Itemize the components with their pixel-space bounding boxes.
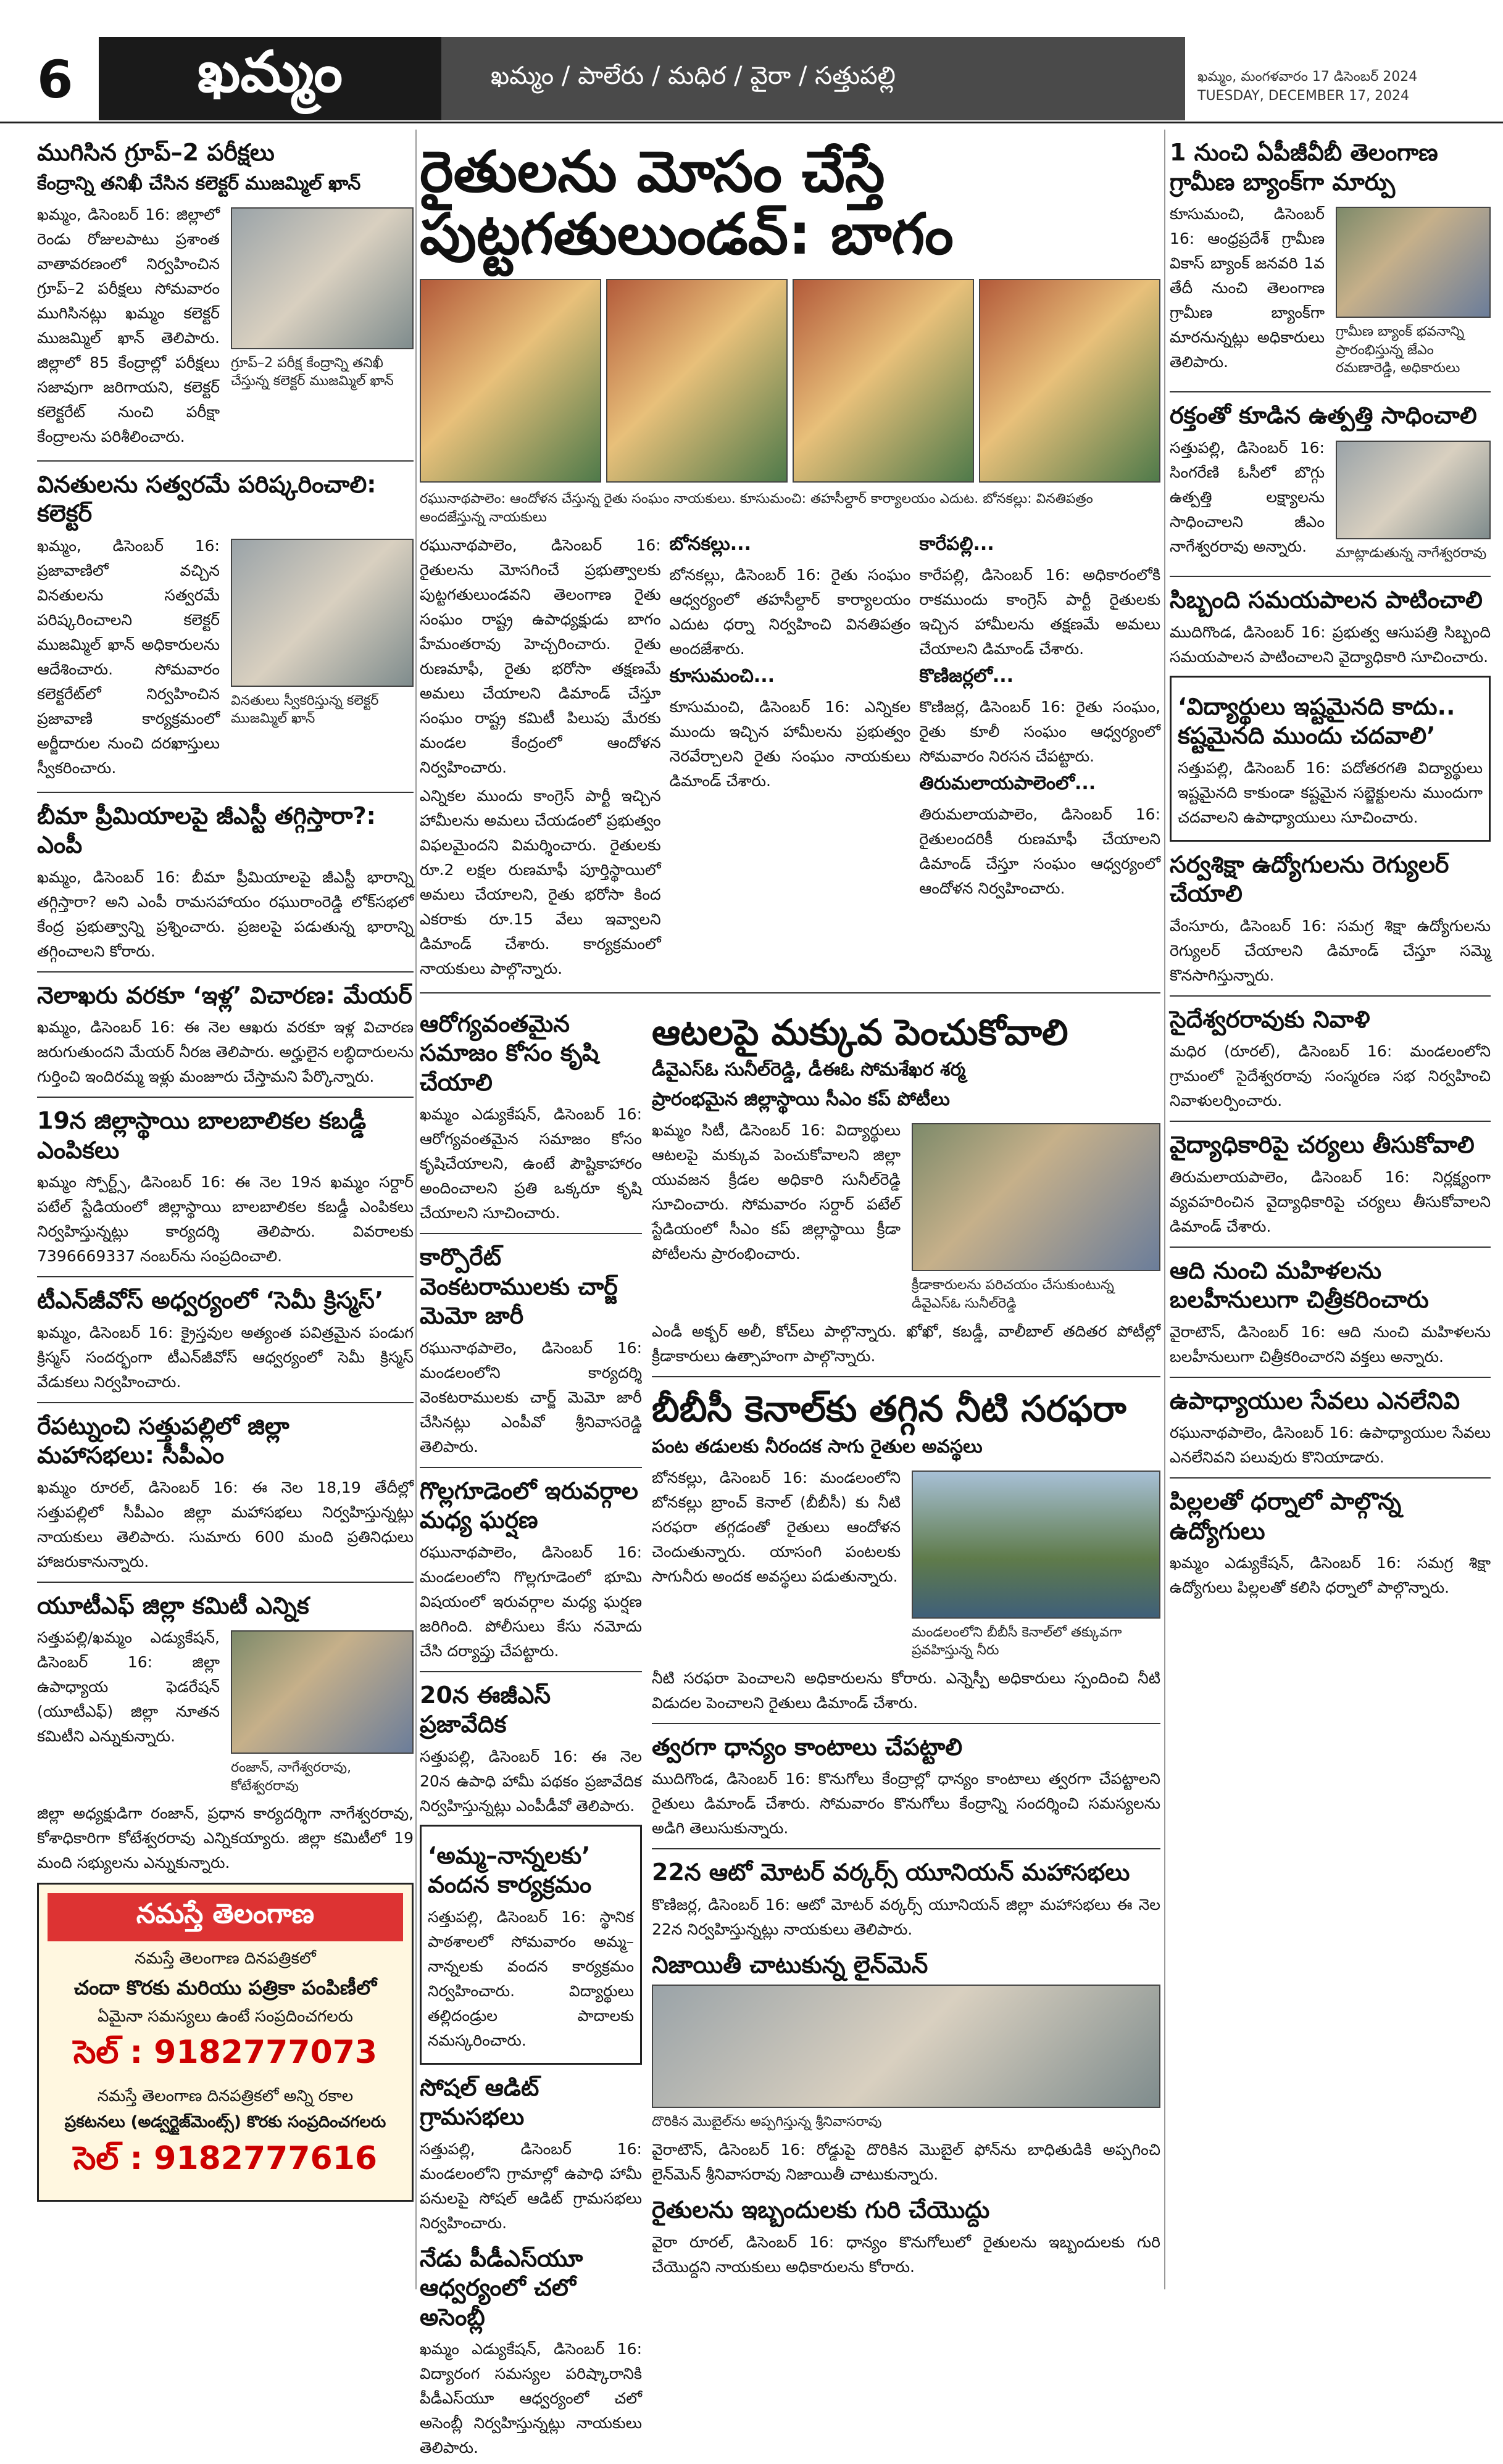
article-body: రఘునాథపాలెం, డిసెంబర్ 16: మండలంలోని గొల్లగూడెంలో భూమి విషయంలో ఇరువర్గాల మధ్య ఘర్షణ జరిగింది. పోలీసులు కేసు నమోదు చేసి దర్యాప్తు చేపట్టారు. bbox=[420, 1543, 642, 1660]
divider bbox=[37, 1276, 414, 1277]
divider bbox=[1170, 995, 1491, 997]
article-subhead: బోనకల్లు... bbox=[669, 533, 751, 555]
article-body: కొణిజర్ల, డిసెంబర్ 16: రైతు సంఘం, రైతు కూలీ సంఘం ఆధ్వర్యంలో సోమవారం నిరసన చేపట్టారు. bbox=[919, 697, 1161, 765]
article-body: ఖమ్మం, డిసెంబర్ 16: జిల్లాలో రెండు రోజులపాటు ప్రశాంత వాతావరణంలో నిర్వహించిన గ్రూప్–2 పరీక్షలు సోమవారం ముగిసినట్లు ఖమ్మం కలెక్టర్ ముజమ్మిల్ ఖాన్ తెలిపారు. జిల్లాలో 85 కేంద్రాల్లో పరీక్షలు సజావుగా జరిగాయని, కలెక్టర్ కలెక్టరేట్ నుంచి పరీక్షా కేంద్రాలను పరిశీలించారు. bbox=[37, 205, 220, 446]
news-photo bbox=[912, 1471, 1160, 1619]
article-headline: గొల్లగూడెంలో ఇరువర్గాల మధ్య ఘర్షణ bbox=[420, 1477, 638, 1534]
article-headline: ఆరోగ్యవంతమైన సమాజం కోసం కృషి చేయాలి bbox=[420, 1010, 599, 1096]
article-headline: పిల్లలతో ధర్నాలో పాల్గొన్న ఉద్యోగులు bbox=[1170, 1488, 1402, 1545]
article-body: కూసుమంచి, డిసెంబర్ 16: ఆంధ్రప్రదేశ్ గ్రామీణ వికాస్ బ్యాంక్ జనవరి 1వ తేదీ నుంచి తెలంగాణ గ్రామీణ బ్యాంక్‌గా మారనున్నట్లు అధికారులు తెలిపారు. bbox=[1170, 205, 1325, 371]
article-headline: బీబీసీ కెనాల్‌కు తగ్గిన నీటి సరఫరా bbox=[652, 1387, 1126, 1430]
masthead bbox=[0, 0, 1503, 123]
divider bbox=[652, 1848, 1160, 1849]
article-layout bbox=[1170, 436, 1491, 569]
article-headline: నేడు పీడీఎస్‌యూ ఆధ్వర్యంలో చలో అసెంబ్లీ bbox=[420, 2244, 583, 2331]
article-headline: ఆటలపై మక్కువ పెంచుకోవాలి bbox=[652, 1011, 1068, 1053]
subscription-advertisement bbox=[37, 1883, 414, 2201]
article-headline: ఉపాధ్యాయుల సేవలు ఎనలేనివి bbox=[1170, 1387, 1460, 1414]
news-photo bbox=[979, 279, 1160, 483]
article-body: ఎండీ అక్బర్ అలీ, కోచ్‌లు పాల్గొన్నారు. ఖోఖో, కబడ్డీ, వాలీబాల్ తదితర పోటీల్లో క్రీడాకారులు ఉత్సాహంగా పాల్గొన్నారు. bbox=[652, 1322, 1160, 1365]
article-headline: సైదేశ్వరరావుకు నివాళి bbox=[1170, 1005, 1370, 1033]
boxed-article bbox=[1170, 676, 1491, 842]
ad-line: నమస్తే తెలంగాణ దినపత్రికలో bbox=[135, 1949, 316, 1968]
date-telugu: ఖమ్మం, మంగళవారం 17 డిసెంబర్ 2024 bbox=[1197, 69, 1418, 85]
article-subhead: కొణిజర్లలో... bbox=[919, 665, 1014, 687]
divider bbox=[1170, 391, 1491, 392]
divider bbox=[37, 1097, 414, 1098]
divider bbox=[1170, 1121, 1491, 1122]
ad-line: నమస్తే తెలంగాణ దినపత్రికలో అన్ని రకాల bbox=[97, 2086, 354, 2105]
article-body: వేంసూరు, డిసెంబర్ 16: సమగ్ర శిక్షా ఉద్యోగులను రెగ్యులర్ చేయాలని డిమాండ్ చేస్తూ సమ్మె కొనసాగిస్తున్నారు. bbox=[1170, 916, 1491, 984]
article-body: ఖమ్మం, డిసెంబర్ 16: క్రైస్తవుల అత్యంత పవిత్రమైన పండుగ క్రిస్మస్ సందర్భంగా టీఎన్‌జీవోస్ ఆధ్వర్యంలో సెమీ క్రిస్మస్ వేడుకలు నిర్వహించారు. bbox=[37, 1323, 414, 1391]
photo-caption: గ్రూప్–2 పరీక్ష కేంద్రాన్ని తనిఖీ చేస్తున్న కలెక్టర్ ముజమ్మిల్ ఖాన్ bbox=[231, 355, 394, 389]
section-ribbon: ఖమ్మం / పాలేరు / మధిర / వైరా / సత్తుపల్లి bbox=[441, 37, 1185, 120]
article-headline: 1 నుంచి ఏపీజీవీబీ తెలంగాణ గ్రామీణ బ్యాంక్‌గా మార్పు bbox=[1170, 139, 1438, 196]
article-body: ఖమ్మం ఎడ్యుకేషన్, డిసెంబర్ 16: సమగ్ర శిక్షా ఉద్యోగులు పిల్లలతో కలిసి ధర్నాలో పాల్గొన్నారు. bbox=[1170, 1554, 1491, 1597]
article-headline: బీమా ప్రీమియాలపై జీఎస్టీ తగ్గిస్తారా?: ఎంపీ bbox=[37, 802, 376, 858]
article-layout bbox=[652, 1118, 1160, 1319]
photo-caption: వినతులు స్వీకరిస్తున్న కలెక్టర్ ముజమ్మిల్ ఖాన్ bbox=[231, 692, 379, 727]
ad-phone: సెల్ : 9182777073 bbox=[73, 2033, 378, 2071]
article-layout bbox=[37, 1625, 414, 1801]
article-headline: యూటీఎఫ్ జిల్లా కమిటీ ఎన్నిక bbox=[37, 1591, 309, 1619]
news-photo bbox=[793, 279, 974, 483]
photo-caption: రంజాన్, నాగేశ్వరరావు, కోటేశ్వరరావు bbox=[231, 1760, 352, 1794]
ad-line: ప్రకటనలు (అడ్వర్టైజ్‌మెంట్స్) కొరకు సంప్రదించగలరు bbox=[64, 2113, 386, 2132]
news-photo bbox=[652, 1985, 1160, 2108]
article-headline: సిబ్బంది సమయపాలన పాటించాలి bbox=[1170, 586, 1483, 614]
divider bbox=[652, 1376, 1160, 1377]
article-subhead: తిరుమలాయపాలెంలో... bbox=[919, 772, 1096, 794]
article-body: ముదిగొండ, డిసెంబర్ 16: ప్రభుత్వ ఆసుపత్రి సిబ్బంది సమయపాలన పాటించాలని వైద్యాధికారి సూచించారు. bbox=[1170, 623, 1491, 666]
news-photo bbox=[606, 279, 788, 483]
article-headline: ‘విద్యార్థులు ఇష్టమైనది కాదు.. కష్టమైనది ముందు చదవాలి’ bbox=[1178, 692, 1455, 750]
article-body: వైరాటౌన్, డిసెంబర్ 16: రోడ్డుపై దొరికిన మొబైల్ ఫోన్‌ను బాధితుడికి అప్పగించి లైన్‌మెన్ శ్రీనివాసరావు నిజాయితీ చాటుకున్నారు. bbox=[652, 2141, 1160, 2184]
article-headline: టీఎన్‌జీవోస్ అధ్వర్యంలో ‘సెమీ క్రిస్మస్’ bbox=[37, 1287, 384, 1314]
right-subcolumn bbox=[652, 1001, 1160, 2464]
news-photo bbox=[231, 539, 414, 687]
news-photo bbox=[1336, 441, 1491, 539]
lead-body bbox=[420, 533, 1160, 985]
news-photo bbox=[420, 279, 601, 483]
article-body: సత్తుపల్లి, డిసెంబర్ 16: మండలంలోని గ్రామాల్లో ఉపాధి హామీ పనులపై సోషల్ ఆడిట్ గ్రామసభలు నిర్వహించారు. bbox=[420, 2139, 642, 2232]
article-body: కూసుమంచి, డిసెంబర్ 16: ఎన్నికల ముందు ఇచ్చిన హామీలను ప్రభుత్వం నెరవేర్చాలని రైతు సంఘం నాయకులు డిమాండ్ చేశారు. bbox=[669, 697, 911, 790]
divider bbox=[1170, 1477, 1491, 1479]
article-headline: 22న ఆటో మోటర్ వర్కర్స్ యూనియన్ మహాసభలు bbox=[652, 1859, 1130, 1886]
photo-caption: క్రీడాకారులను పరిచయం చేసుకుంటున్న డీవైఎస్‌ఓ సునీల్‌రెడ్డి bbox=[912, 1277, 1114, 1312]
photo-caption: దొరికిన మొబైల్‌ను అప్పగిస్తున్న శ్రీనివాసరావు bbox=[652, 2114, 882, 2130]
article-headline: ముగిసిన గ్రూప్–2 పరీక్షలు bbox=[37, 139, 275, 166]
article-headline: 20న ఈజీఎస్ ప్రజావేదిక bbox=[420, 1681, 551, 1738]
article-body: నీటి సరఫరా పెంచాలని అధికారులను కోరారు. ఎన్నెస్పీ అధికారులు స్పందించి నీటి విడుదల పెంచాలని రైతులు డిమాండ్ చేశారు. bbox=[652, 1669, 1160, 1712]
article-body: రఘునాథపాలెం, డిసెంబర్ 16: మండలంలోని కార్యదర్శి వెంకటరాములకు చార్జ్ మెమో జారీ చేసినట్లు ఎంపీవో శ్రీనివాసరెడ్డి తెలిపారు. bbox=[420, 1338, 642, 1456]
article-subhead: కేంద్రాన్ని తనిఖీ చేసిన కలెక్టర్ ముజమ్మిల్ ఖాన్ bbox=[37, 172, 361, 194]
photo-caption: రఘునాథపాలెం: ఆందోళన చేస్తున్న రైతు సంఘం నాయకులు. కూసుమంచి: తహసీల్దార్ కార్యాలయం ఎదుట. బోనకల్లు: వినతిపత్రం అందజేస్తున్న నాయకులు bbox=[420, 491, 1093, 526]
article-body: ఖమ్మం రూరల్, డిసెంబర్ 16: ఈ నెల 18,19 తేదీల్లో సత్తుపల్లిలో సీపీఎం జిల్లా మహాసభలు నిర్వహిస్తున్నట్లు నాయకులు తెలిపారు. సుమారు 600 మంది ప్రతినిధులు హాజరుకానున్నారు. bbox=[37, 1478, 414, 1570]
center-column bbox=[420, 130, 1161, 2457]
article-headline: రక్తంతో కూడిన ఉత్పత్తి సాధించాలి bbox=[1170, 402, 1477, 429]
article-body: జిల్లా అధ్యక్షుడిగా రంజాన్, ప్రధాన కార్యదర్శిగా నాగేశ్వరరావు, కోశాధికారిగా కోటేశ్వరరావు ఎన్నికయ్యారు. జిల్లా కమిటీలో 19 మంది సభ్యులను ఎన్నుకున్నారు. bbox=[37, 1804, 414, 1872]
news-photo bbox=[231, 1630, 414, 1754]
divider bbox=[37, 1582, 414, 1583]
article-layout bbox=[37, 202, 414, 453]
news-photo bbox=[231, 207, 414, 349]
column-divider bbox=[1164, 130, 1165, 2289]
boxed-article bbox=[420, 1825, 642, 2065]
column-divider bbox=[415, 130, 417, 2289]
divider bbox=[420, 1467, 642, 1468]
article-body: తిరుమలాయపాలెం, డిసెంబర్ 16: నిర్లక్ష్యంగా వ్యవహరించిన వైద్యాధికారిపై చర్యలు తీసుకోవాలని డిమాండ్ చేశారు. bbox=[1170, 1168, 1491, 1235]
article-headline: త్వరగా ధాన్యం కాంటాలు చేపట్టాలి bbox=[652, 1733, 963, 1761]
newspaper-edition-title: ఖమ్మం bbox=[99, 37, 441, 120]
article-body: బోనకల్లు, డిసెంబర్ 16: రైతు సంఘం ఆధ్వర్యంలో తహసీల్దార్ కార్యాలయం ఎదుట ధర్నా నిర్వహించి వినతిపత్రం అందజేశారు. bbox=[669, 565, 911, 658]
article-body: ఖమ్మం ఎడ్యుకేషన్, డిసెంబర్ 16: ఆరోగ్యవంతమైన సమాజం కోసం కృషిచేయాలని, ఉంటే పౌష్టికాహారం అందించాలని ప్రతి ఒక్కరూ కృషి చేయాలని సూచించారు. bbox=[420, 1105, 642, 1222]
left-column bbox=[37, 130, 414, 2289]
divider bbox=[37, 792, 414, 793]
article-body: రఘునాథపాలెం, డిసెంబర్ 16: రైతులను మోసగించే ప్రభుత్వాలకు పుట్టగతులుండవని తెలంగాణ రైతు సంఘం రాష్ట్ర ఉపాధ్యక్షుడు బాగం హేమంతరావు హెచ్చరించారు. రైతు రుణమాఫీ, రైతు భరోసా తక్షణమే అమలు చేయాలని డిమాండ్ చేస్తూ సంఘం రాష్ట్ర కమిటీ పిలుపు మేరకు మండల కేంద్రంలో ఆందోళన నిర్వహించారు. bbox=[420, 536, 661, 776]
article-body: ఖమ్మం, డిసెంబర్ 16: ప్రజావాణిలో వచ్చిన వినతులను సత్వరమే పరిష్కరించాలని కలెక్టర్ ముజమ్మిల్ ఖాన్ అధికారులను ఆదేశించారు. సోమవారం కలెక్టరేట్‌లో నిర్వహించిన ప్రజావాణి కార్యక్రమంలో అర్జీదారుల నుంచి దరఖాస్తులు స్వీకరించారు. bbox=[37, 536, 220, 777]
article-headline: సోషల్ ఆడిట్ గ్రామసభలు bbox=[420, 2073, 539, 2131]
article-subhead: పంట తడులకు నీరందక సాగు రైతుల అవస్థలు bbox=[652, 1435, 983, 1458]
divider bbox=[37, 1402, 414, 1403]
article-body: మధిర (రూరల్), డిసెంబర్ 16: మండలంలోని గ్రామంలో సైదేశ్వరరావు సంస్మరణ సభ నిర్వహించి నివాళులర్పించారు. bbox=[1170, 1042, 1491, 1110]
photo-caption: గ్రామీణ బ్యాంక్ భవనాన్ని ప్రారంభిస్తున్న జేఎం రమణారెడ్డి, అధికారులు bbox=[1336, 324, 1465, 376]
lead-headline: రైతులను మోసం చేస్తే పుట్టగతులుండవ్: బాగం bbox=[420, 139, 954, 268]
article-headline: రేపట్నుంచి సత్తుపల్లిలో జిల్లా మహాసభలు: సీపీఎం bbox=[37, 1412, 289, 1469]
article-subhead: ప్రారంభమైన జిల్లాస్థాయి సీఎం కప్ పోటీలు bbox=[652, 1089, 950, 1111]
divider bbox=[420, 1233, 642, 1234]
left-subcolumn bbox=[420, 1001, 642, 2464]
article-headline: కార్పొరేట్ వెంకటరాములకు చార్జ్ మెమో జారీ bbox=[420, 1243, 618, 1330]
article-body: సత్తుపల్లి, డిసెంబర్ 16: పదోతరగతి విద్యార్థులు ఇష్టమైనది కాకుండా కష్టమైన సబ్జెక్టులను ముందుగా చదవాలని ఉపాధ్యాయులు సూచించారు. bbox=[1178, 758, 1483, 826]
ad-line: ఏమైనా సమస్యలు ఉంటే సంప్రదించగలరు bbox=[97, 2007, 354, 2026]
divider bbox=[1170, 1247, 1491, 1248]
date-english: TUESDAY, DECEMBER 17, 2024 bbox=[1197, 88, 1410, 104]
article-body: ఖమ్మం ఎడ్యుకేషన్, డిసెంబర్ 16: విద్యారంగ సమస్యల పరిష్కారానికి పీడీఎస్‌యూ ఆధ్వర్యంలో చలో అసెంబ్లీ నిర్వహిస్తున్నట్లు నాయకులు తెలిపారు. bbox=[420, 2340, 642, 2457]
article-layout bbox=[37, 534, 414, 784]
divider bbox=[37, 971, 414, 973]
article-headline: 19న జిల్లాస్థాయి బాలబాలికల కబడ్డీ ఎంపికలు bbox=[37, 1107, 367, 1164]
article-body: సత్తుపల్లి, డిసెంబర్ 16: స్థానిక పాఠశాలలో సోమవారం అమ్మ–నాన్నలకు వందన కార్యక్రమం నిర్వహించారు. విద్యార్థులు తల్లిదండ్రుల పాదాలకు నమస్కరించారు. bbox=[428, 1907, 634, 2049]
article-body: ఖమ్మం స్పోర్ట్స్, డిసెంబర్ 16: ఈ నెల 19న ఖమ్మం సర్దార్ పటేల్ స్టేడియంలో జిల్లాస్థాయి బాలబాలికల కబడ్డీ ఎంపికలు నిర్వహిస్తున్నట్లు కార్యదర్శి తెలిపారు. వివరాలకు 7396669337 నంబర్‌ను సంప్రదించాలి. bbox=[37, 1173, 414, 1265]
article-subhead: డీవైఎస్‌ఓ సునీల్‌రెడ్డి, డీఈఓ సోమశేఖర శర్మ bbox=[652, 1059, 965, 1081]
article-body: వైరా రూరల్, డిసెంబర్ 16: ధాన్యం కొనుగోలులో రైతులను ఇబ్బందులకు గురి చేయొద్దని నాయకులు అధికారులను కోరారు. bbox=[652, 2233, 1160, 2276]
article-layout bbox=[1170, 202, 1491, 384]
divider bbox=[420, 1671, 642, 1672]
article-body: ఎన్నికల ముందు కాంగ్రెస్ పార్టీ ఇచ్చిన హామీలను అమలు చేయడంలో ప్రభుత్వం విఫలమైందని విమర్శించారు. రైతులకు రూ.2 లక్షల రుణమాఫీ పూర్తిస్థాయిలో అమలు చేయాలని, రైతు భరోసా కింద ఎకరాకు రూ.15 వేలు ఇవ్వాలని డిమాండ్ చేశారు. కార్యక్రమంలో నాయకులు పాల్గొన్నారు. bbox=[420, 786, 661, 977]
divider bbox=[420, 992, 1160, 993]
article-body: సత్తుపల్లి/ఖమ్మం ఎడ్యుకేషన్, డిసెంబర్ 16: జిల్లా ఉపాధ్యాయ ఫెడరేషన్ (యూటీఎఫ్) జిల్లా నూతన కమిటీని ఎన్నుకున్నారు. bbox=[37, 1628, 220, 1745]
article-body: కొణిజర్ల, డిసెంబర్ 16: ఆటో మోటర్ వర్కర్స్ యూనియన్ జిల్లా మహాసభలు ఈ నెల 22న నిర్వహిస్తున్నట్లు నాయకులు తెలిపారు. bbox=[652, 1895, 1160, 1938]
lower-center bbox=[420, 1001, 1160, 2464]
dateline bbox=[1197, 68, 1494, 106]
article-body: ముదిగొండ, డిసెంబర్ 16: కొనుగోలు కేంద్రాల్లో ధాన్యం కాంటాలు త్వరగా చేపట్టాలని రైతులు డిమాండ్ చేశారు. సోమవారం కొనుగోలు కేంద్రాన్ని సందర్శించి సమస్యలను అడిగి తెలుసుకున్నారు. bbox=[652, 1770, 1160, 1838]
ad-phone: సెల్ : 9182777616 bbox=[73, 2139, 378, 2177]
article-subhead: కారేపల్లి... bbox=[919, 533, 994, 555]
article-subhead: కూసుమంచి... bbox=[669, 665, 775, 687]
article-body: ఖమ్మం సిటీ, డిసెంబర్ 16: విద్యార్థులు ఆటలపై మక్కువ పెంచుకోవాలని జిల్లా యువజన క్రీడల అధికారి సునీల్‌రెడ్డి సూచించారు. సోమవారం సర్దార్ పటేల్ స్టేడియంలో సీఎం కప్ జిల్లాస్థాయి క్రీడా పోటీలను ప్రారంభించారు. bbox=[652, 1121, 901, 1263]
article-headline: నెలాఖరు వరకూ ‘ఇళ్ల’ విచారణ: మేయర్ bbox=[37, 981, 412, 1009]
article-headline: సర్వశిక్షా ఉద్యోగులను రెగ్యులర్ చేయాలి bbox=[1170, 850, 1449, 908]
photo-caption: మండలంలోని బీబీసీ కెనాల్‌లో తక్కువగా ప్రవహిస్తున్న నీరు bbox=[912, 1624, 1122, 1659]
article-layout bbox=[652, 1466, 1160, 1666]
page-number: 6 bbox=[37, 49, 73, 110]
news-photo bbox=[912, 1123, 1160, 1271]
news-photo bbox=[1336, 207, 1491, 318]
ad-line: చందా కొరకు మరియు పత్రికా పంపిణీలో bbox=[73, 1975, 377, 1999]
article-headline: రైతులను ఇబ్బందులకు గురి చేయొద్దు bbox=[652, 2196, 990, 2224]
article-body: తిరుమలాయపాలెం, డిసెంబర్ 16: రైతులందరికీ రుణమాఫీ చేయాలని డిమాండ్ చేస్తూ సంఘం ఆధ్వర్యంలో ఆందోళన నిర్వహించారు. bbox=[919, 805, 1161, 897]
article-body: కారేపల్లి, డిసెంబర్ 16: అధికారంలోకి రాకముందు కాంగ్రెస్ పార్టీ రైతులకు ఇచ్చిన హామీలను తక్షణమే అమలు చేయాలని డిమాండ్ చేశారు. bbox=[919, 565, 1161, 658]
photo-caption: మాట్లాడుతున్న నాగేశ్వరరావు bbox=[1336, 545, 1487, 561]
article-headline: ఆది నుంచి మహిళలను బలహీనులుగా చిత్రీకరించారు bbox=[1170, 1256, 1429, 1314]
article-body: ఖమ్మం, డిసెంబర్ 16: బీమా ప్రీమియాలపై జీఎస్టీ భారాన్ని తగ్గిస్తారా? అని ఎంపీ రామసహాయం రఘురాంరెడ్డి లోక్‌సభలో కేంద్ర ప్రభుత్వాన్ని ప్రశ్నించారు. ప్రజలపై పడుతున్న భారాన్ని తగ్గించాలని కోరారు. bbox=[37, 868, 414, 960]
lead-photos bbox=[420, 274, 1160, 487]
article-headline: వైద్యాధికారిపై చర్యలు తీసుకోవాలి bbox=[1170, 1131, 1475, 1159]
divider bbox=[652, 1723, 1160, 1724]
article-headline: వినతులను సత్వరమే పరిష్కరించాలి: కలెక్టర్ bbox=[37, 470, 377, 527]
right-column bbox=[1170, 130, 1491, 2289]
divider bbox=[1170, 1377, 1491, 1378]
article-body: ఖమ్మం, డిసెంబర్ 16: ఈ నెల ఆఖరు వరకూ ఇళ్ల విచారణ జరుగుతుందని మేయర్ నీరజ తెలిపారు. అర్హులైన లబ్ధిదారులను గుర్తించి ఇందిరమ్మ ఇళ్లు మంజూరు చేస్తామని పేర్కొన్నారు. bbox=[37, 1018, 414, 1085]
divider bbox=[1170, 576, 1491, 577]
article-body: సత్తుపల్లి, డిసెంబర్ 16: సింగరేణి ఓసీలో బొగ్గు ఉత్పత్తి లక్ష్యాలను సాధించాలని జీఎం నాగేశ్వరరావు అన్నారు. bbox=[1170, 438, 1325, 555]
divider bbox=[37, 460, 414, 462]
article-body: సత్తుపల్లి, డిసెంబర్ 16: ఈ నెల 20న ఉపాధి హామీ పథకం ప్రజావేదిక నిర్వహిస్తున్నట్లు ఎంపీడీవో తెలిపారు. bbox=[420, 1747, 642, 1815]
article-headline: ‘అమ్మ–నాన్నలకు’ వందన కార్యక్రమం bbox=[428, 1841, 592, 1899]
publisher-logo: నమస్తే తెలంగాణ bbox=[48, 1893, 403, 1941]
article-body: బోనకల్లు, డిసెంబర్ 16: మండలంలోని బోనకల్లు బ్రాంచ్ కెనాల్ (బీబీసీ) కు నీటి సరఫరా తగ్గడంతో రైతులు ఆందోళన చెందుతున్నారు. యాసంగి పంటలకు సాగునీరు అందక అవస్థలు పడుతున్నారు. bbox=[652, 1468, 901, 1585]
article-body: రఘునాథపాలెం, డిసెంబర్ 16: ఉపాధ్యాయుల సేవలు ఎనలేనివని పలువురు కొనియాడారు. bbox=[1170, 1424, 1491, 1467]
article-body: వైరాటౌన్, డిసెంబర్ 16: ఆది నుంచి మహిళలను బలహీనులుగా చిత్రీకరించారని వక్తలు అన్నారు. bbox=[1170, 1322, 1491, 1366]
article-headline: నిజాయితీ చాటుకున్న లైన్‌మెన్ bbox=[652, 1951, 928, 1978]
